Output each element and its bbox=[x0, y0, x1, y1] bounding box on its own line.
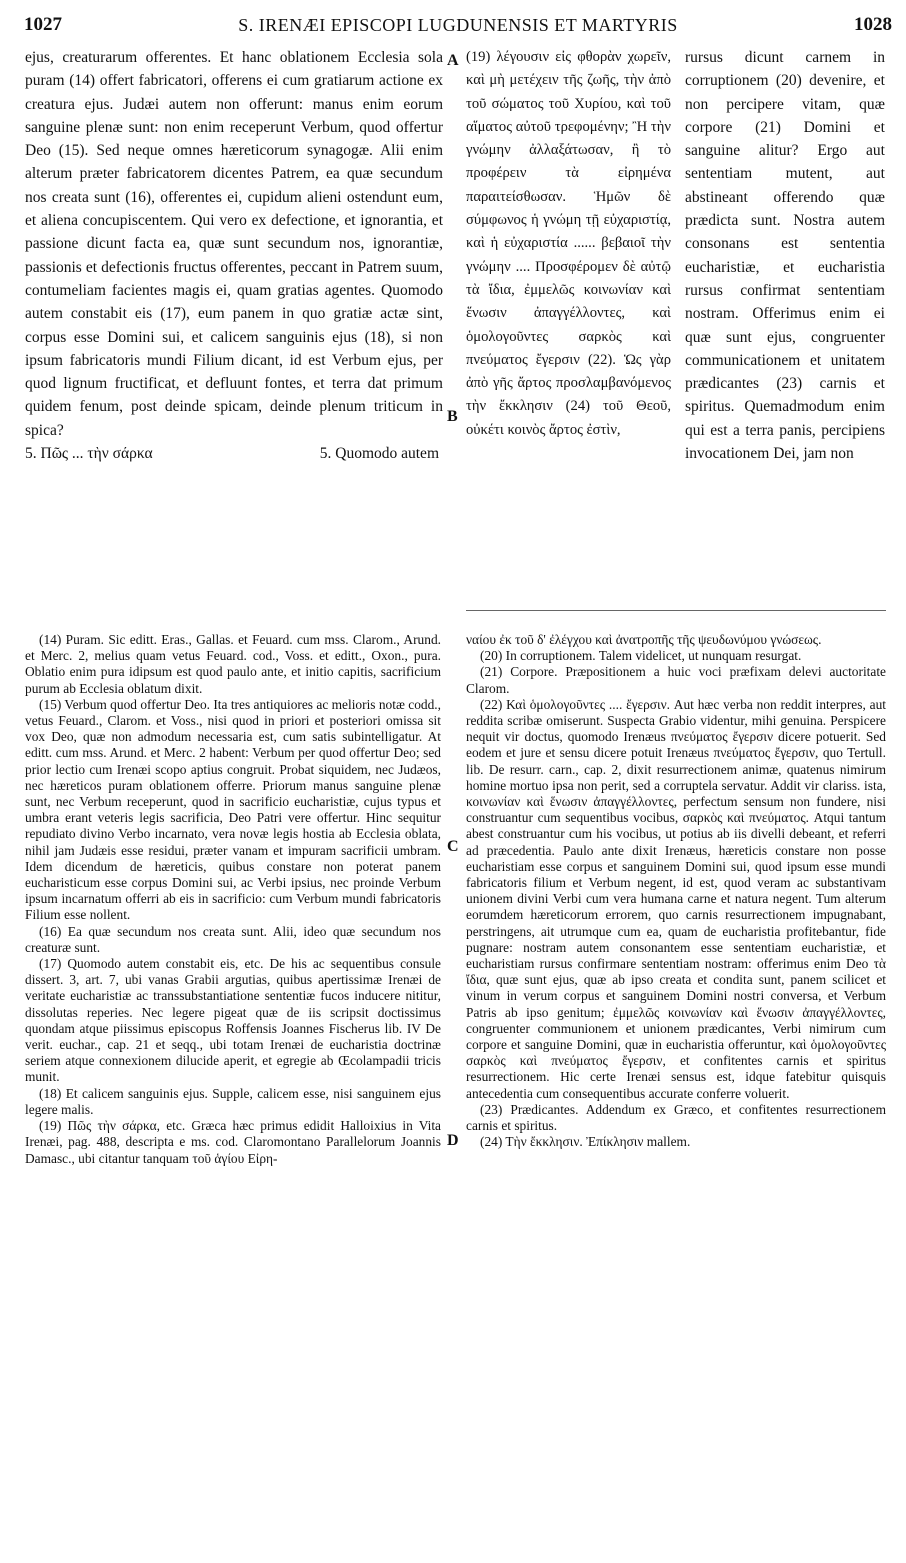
latin-translation-column bbox=[685, 46, 885, 465]
footnotes-left bbox=[25, 632, 441, 1167]
page-number-left: 1027 bbox=[24, 14, 62, 35]
notes-divider bbox=[466, 610, 886, 611]
footnote-19: (19) Πῶς τὴν σάρκα, etc. Græca hæc primus edidit Halloixius in Vita Irenæi, pag. 488, descripta e ms. cod. Claromontano Parallelorum Joannis Damasc., ubi citantur tanquam τοῦ ἁγίου Εἰρη- bbox=[25, 1118, 441, 1166]
footnote-22: (22) Καὶ ὁμολογοῦντες .... ἔγερσιν. Aut hæc verba non reddit interpres, aut reddita scribæ omiserunt. Suspecta Grabio videntur, mihi genuina. Perspicere nequit vir doctus, quomodo Irenæus πνεύματος ἔγερσιν dicere potuerit. Sed eodem et jure et sensu dicere potuit Irenæus πνεύματος ἔγερσιν, quo Tertull. lib. De resurr. carn., cap. 2, dixit resurrectionem animæ, quatenus nimirum homine mortuo ipsa non perit, sed a corruptela servatur. Addit vir clariss. ista, κοινωνίαν καὶ ἕνωσιν ἀπαγγέλλοντες, perfectum sensum non fundere, nisi construantur cum sequentibus vocibus, σαρκὸς καὶ πνεύματος. Atqui tantum abest construantur cum his vocibus, ut potius ab iis divelli debeant, et referri ad præcedentia. Paulo ante dixit Irenæus, hæreticis constare non posse eucharistiam esse corpus et sanguinem Domini sui, quod ipsum esse mundi fabricatoris filium et Verbum negent, id est, quod veram ac substantivam unionem divini Verbi cum vera humana carne et natura negent. Tum alterum eorumdem hæreticorum errorem, quo carnis resurrectionem impugnabant, perstringens, ait utrumque cum ea, quam de eucharistia profitebantur, fide pugnare: nostram autem consonantem esse sententiam eucharistiæ, et eucharistiam rursus confirmare sententiam nostram: offerimus enim Deo τὰ ἴδια, quæ sunt ejus, quæ ab ipso creata et condita sunt, panem scilicet et vinum in verum corpus et sanguinem Domini nostri conversa, et Verbum Patris ab ipso genitum; ἐμμελῶς κοινωνίαν καὶ ἕνωσιν ἀπαγγέλλοντες, congruenter communionem et unionem prædicantes, Verbi nimirum cum corpore et sanguine Domini, quæ in eucharistia offeruntur, καὶ ὁμολογοῦντες σαρκὸς καὶ πνεύματος ἔγερσιν, et confitentes carnis et spiritus resurrectionem. Hic certe Irenæi sensus est, idque fatebitur quisquis antecedentia cum consequentibus accurate conferre voluerit. bbox=[466, 696, 886, 1101]
footnote-14: (14) Puram. Sic editt. Eras., Gallas. et Feuard. cum mss. Clarom., Arund. et Merc. 2, melius quam vetus Feuard. cod., Voss. et editt., Oxon., pura. Oblatio enim pura idipsum est quod paulo ante, et initio capitis, sacrificium purum ab Ecclesia oblatum dixit. bbox=[25, 632, 441, 696]
footnote-23: (23) Prædicantes. Addendum ex Græco, et confitentes resurrectionem carnis et spiritus. bbox=[466, 1101, 886, 1134]
greek-column bbox=[466, 46, 671, 442]
footnote-18: (18) Et calicem sanguinis ejus. Supple, calicem esse, nisi sanguinem ejus legere malis. bbox=[25, 1085, 441, 1117]
footnote-15: (15) Verbum quod offertur Deo. Ita tres antiquiores ac melioris notæ codd., vetus Feuard., Clarom. et Voss., nisi quod in priori et posteriori omissa sit vox Deo, quæ non admodum necessaria est, cum satis subintelligatur. At editt. cum mss. Arund. et Merc. 2 habent: Verbum per quod offertur Deo; sed prior lectio cum Irenæi scopo aptius congruit. Probat siquidem, nec Judæos, nec hæreticos puram oblationem offerre. Priorum manus sanguine plenæ sunt, nec Verbum receperunt, quod in sacrificio eucharistiæ, cujus typus et umbra erant veteris legis sacrificia, Deo Patri vere offertur. Hinc sequitur repudiato divino Verbo incarnato, vera novæ legis hostia ab Ecclesia oblata, nihil jam Judæis esse residui, præter vanam et impuram sacrificii umbram. Idem dicendum de hæreticis, quibus constare non poterat panem eucharisticum esse corpus Domini sui, ac Verbi ipsius, nec proinde Verbum ipsum incarnatum offerri ab eis in sacrificio: cum Verbum mundi fabricatoris Filium esse nollent. bbox=[25, 696, 441, 923]
footnote-19-continued: ναίου ἐκ τοῦ δ' ἐλέγχου καὶ ἀνατροπῆς τῆς ψευδωνύμου γνώσεως. bbox=[466, 632, 822, 647]
footnote-21: (21) Corpore. Præpositionem a huic voci præfixam delevi auctoritate Clarom. bbox=[466, 664, 886, 696]
margin-letter-c: C bbox=[447, 838, 459, 855]
page-number-right: 1028 bbox=[854, 14, 892, 35]
running-header bbox=[24, 14, 892, 38]
footnote-20: (20) In corruptionem. Talem videlicet, ut nunquam resurgat. bbox=[480, 648, 802, 664]
latin-translation-text: rursus dicunt carnem in corruptionem (20) devenire, et non percipere vitam, quæ corpore (21) Domini et sanguine alitur? Ergo aut sententiam mutent, aut abstineant offerendo quæ prædicta sunt. Nostra autem consonans est sententia eucharistiæ, et eucharistia rursus confirmat sententiam nostram. Offerimus enim ei quæ sunt ejus, congruenter communicationem et unitatem prædicantes (23) carnis et spiritus. Quemadmodum enim qui est a terra panis, percipiens invocationem Dei, jam non bbox=[685, 49, 885, 463]
footnotes-right bbox=[466, 632, 886, 1151]
footnote-17: (17) Quomodo autem constabit eis, etc. De his ac sequentibus consule dissert. 3, art. 7, ubi vanas Grabii argutias, quibus apertissimæ Irenæi de veritate eucharistiæ ac transsubstantiatione sententiæ fucos inducere nititur, dissolutas reperies. Nec legere pigeat quæ de iis scripsit doctissimus quondam atque piissimus episcopus Roffensis Joannes Fischerus lib. IV De verit. euchar., cap. 21 et seqq., ubi totam Irenæi de eucharistia doctrinæ seriem atque connexionem dilucide aperit, et egregie ab Œcolampadii tricis munit. bbox=[25, 956, 441, 1085]
greek-text: (19) λέγουσιν εἰς φθορὰν χωρεῖν, καὶ μὴ μετέχειν τῆς ζωῆς, τὴν ἀπὸ τοῦ σώματος τοῦ Χυρίου, καὶ τοῦ αἵματος αὐτοῦ τρεφομένην; Ἢ τὴν γνώμην ἀλλαξάτωσαν, ἢ τὸ προφέρειν τὰ εἰρημένα παραιτείσθωσαν. Ἡμῶν δὲ σύμφωνος ἡ γνώμη τῇ εὐχαριστίᾳ, καὶ ἡ εὐχαριστία ...... βεβαιοῖ τὴν γνώμην .... Προσφέρομεν δὲ αὐτῷ τὰ ἴδια, ἐμμελῶς κοινωνίαν καὶ ἕνωσιν ἀπαγγέλλοντες, καὶ ὁμολογοῦντες σαρκὸς καὶ πνεύματος ἔγερσιν (22). Ὡς γὰρ ἀπὸ γῆς ἄρτος προσλαμβανόμενος τὴν ἔκκλησιν (24) τοῦ Θεοῦ, οὐκέτι κοινὸς ἄρτος ἐστὶν, bbox=[466, 49, 671, 438]
latin-main-text: ejus, creaturarum offerentes. Et hanc oblationem Ecclesia sola puram (14) offert fabricatori, offerens ei cum gratiarum actione ex creatura ejus. Judæi autem non offerunt: manus enim eorum sanguine plenæ sunt: non enim receperunt Verbum, quod offertur Deo (15). Sed neque omnes hæreticorum synagogæ. Alii enim alterum præter fabricatorem dicentes Patrem, ea quæ secundum nos creata sunt (16), offerentes ei, cupidum alieni ostendunt eum, et aliena concupiscentem. Qui vero ex defectione, et ignorantia, et passione dicunt facta ea, quæ sunt secundum nos, ignorantiæ, passionis et defectionis fructus offerentes, peccant in Patrem suum, contumeliam facientes magis ei, quam gratias agentes. Quomodo autem constabit eis (17), eum panem in quo gratiæ actæ sint, corpus esse Domini sui, et calicem sanguinis ejus (18), si non ipsum fabricatoris mundi Filium dicant, id est Verbum ejus, per quod lignum fructificat, et defluunt fontes, et terra dat primum quidem fenum, post deinde spicam, deinde plenum triticum in spica? bbox=[25, 49, 443, 439]
running-title: S. IRENÆI EPISCOPI LUGDUNENSIS ET MARTYRIS bbox=[238, 15, 678, 35]
margin-letter-a: A bbox=[447, 52, 459, 69]
section-heading-latin: 5. Quomodo autem bbox=[319, 445, 439, 463]
latin-main-column bbox=[25, 46, 443, 465]
section-heading-greek: 5. Πῶς ... τὴν σάρκα bbox=[25, 445, 153, 463]
margin-letter-b: B bbox=[447, 408, 458, 425]
footnote-16: (16) Ea quæ secundum nos creata sunt. Alii, ideo quæ secundum nos creaturæ sunt. bbox=[25, 923, 441, 955]
footnote-24: (24) Τὴν ἔκκλησιν. Ἐπίκλησιν mallem. bbox=[480, 1134, 691, 1150]
margin-letter-d: D bbox=[447, 1132, 459, 1149]
